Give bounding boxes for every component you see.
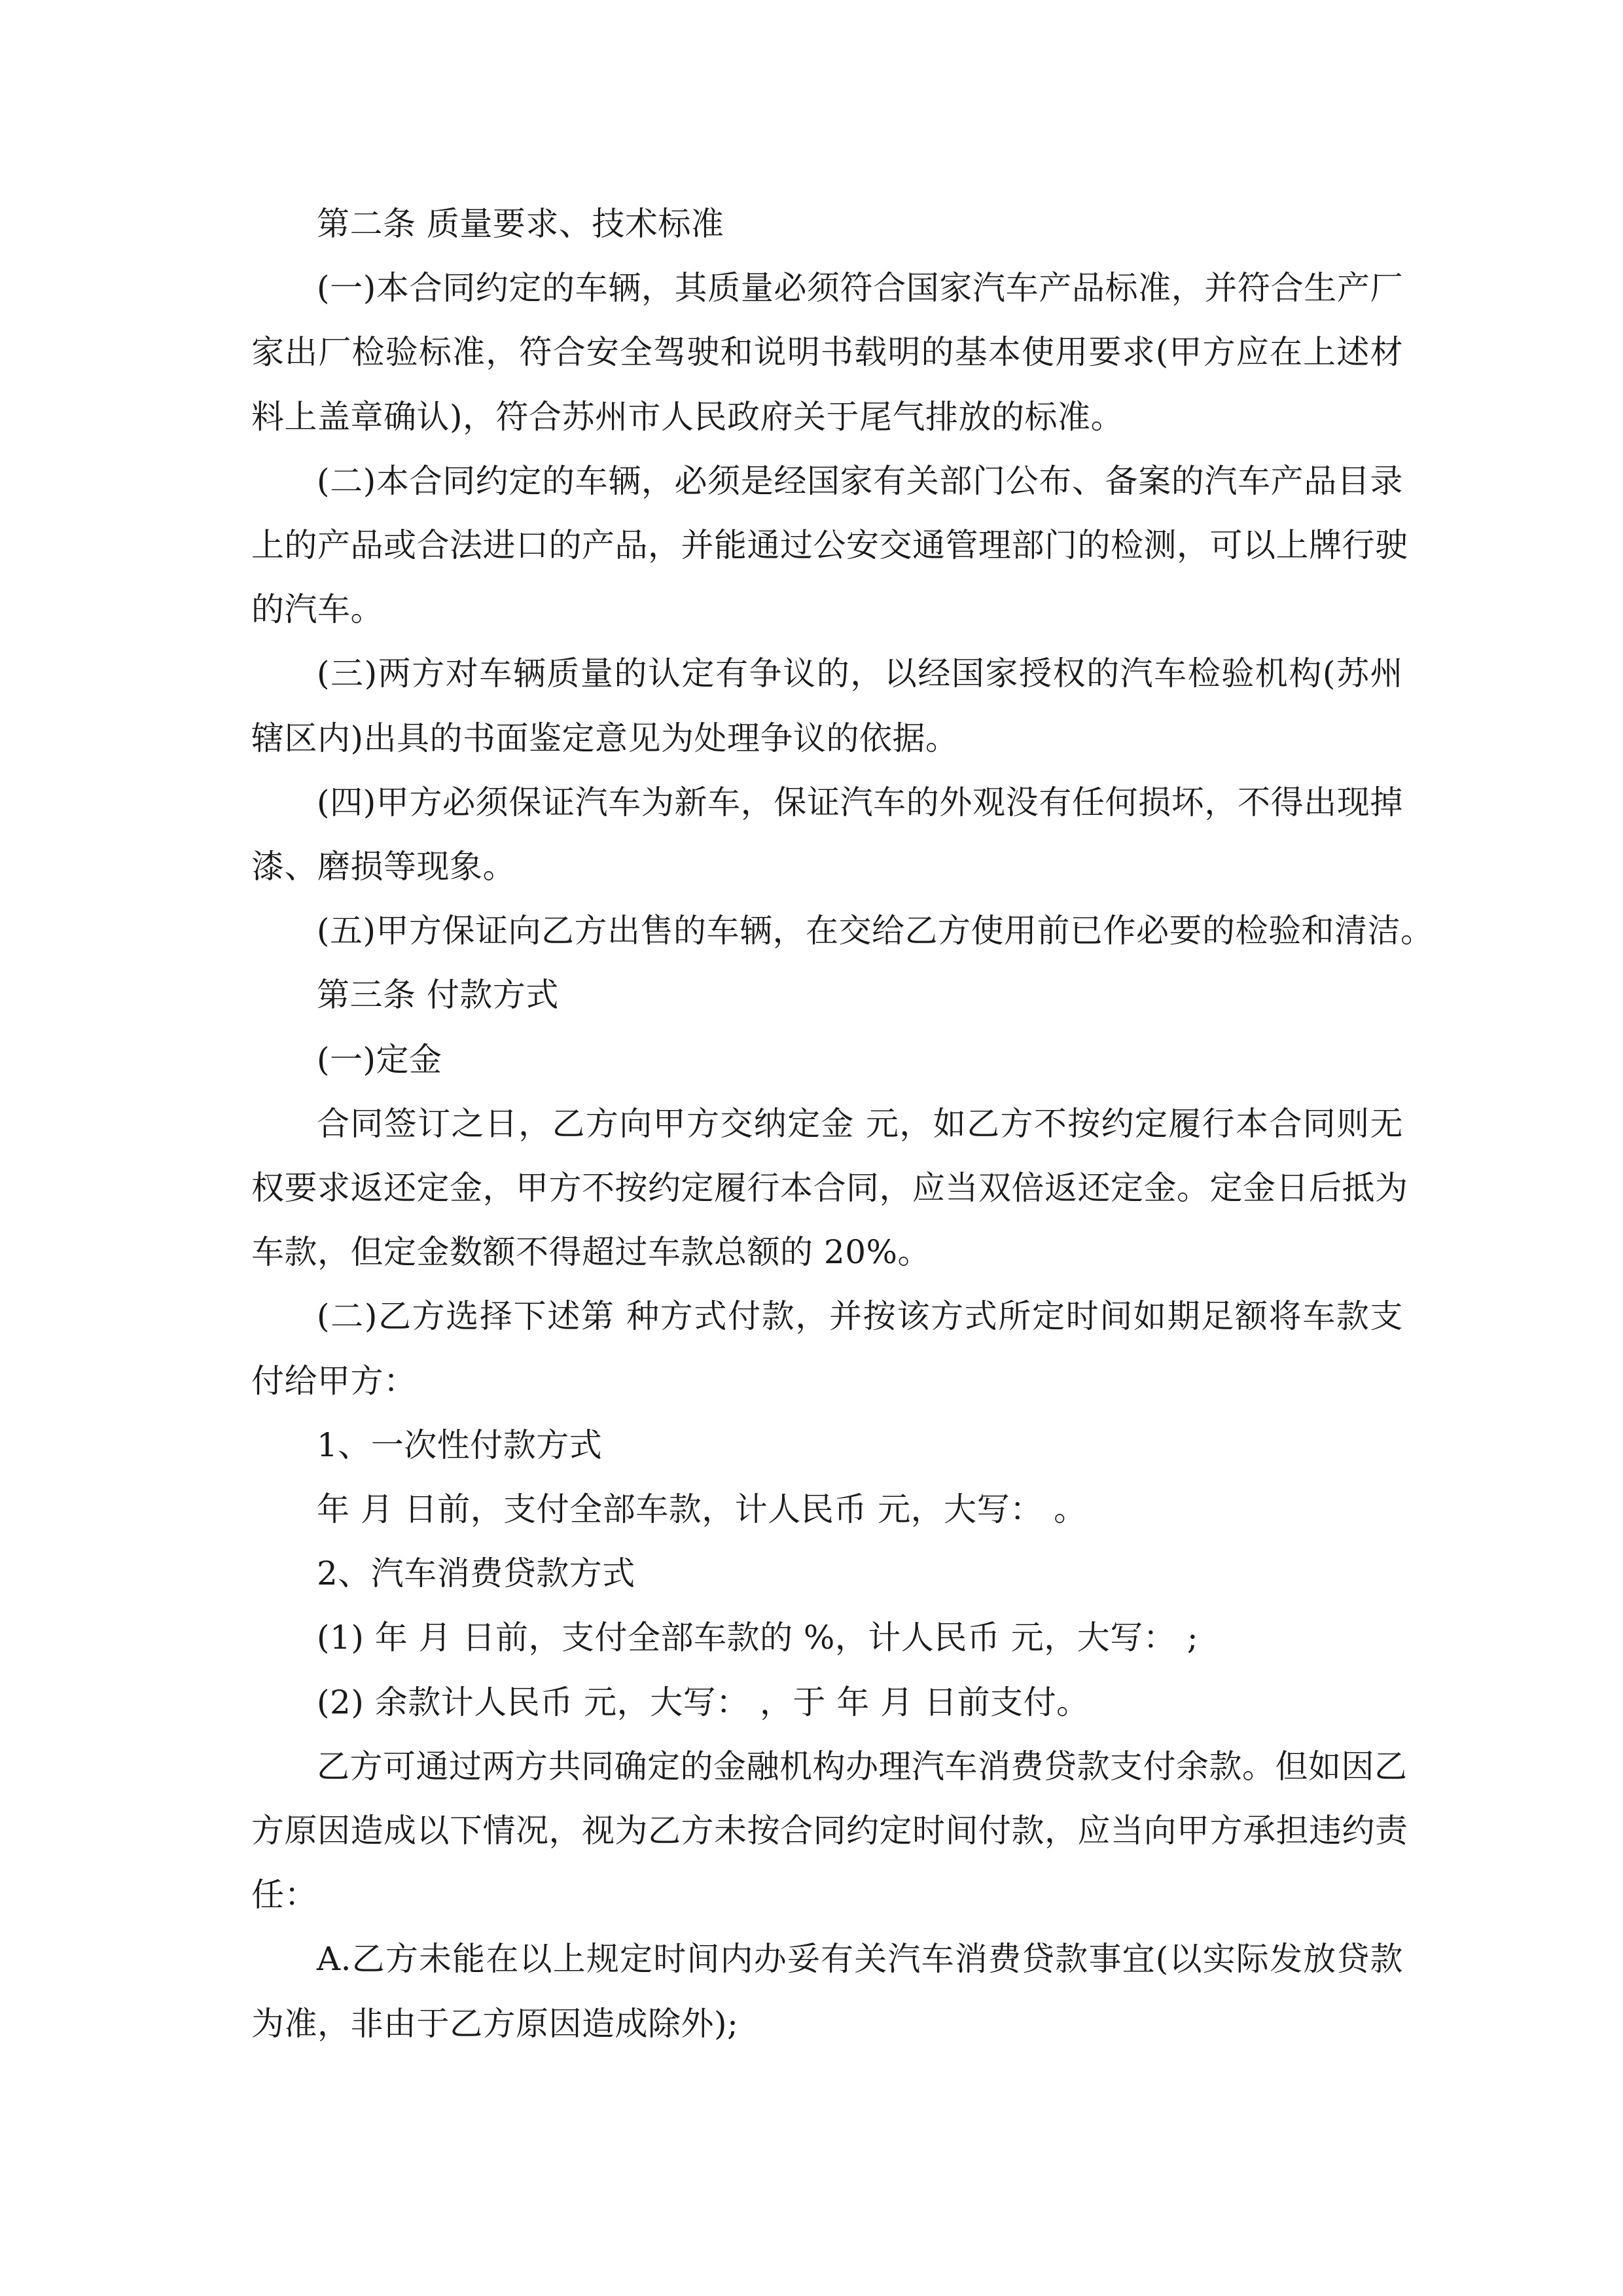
text-line: 任：: [251, 1876, 317, 1914]
text-line: (一)定金: [317, 1041, 442, 1079]
text-line: 付给甲方：: [251, 1362, 417, 1400]
text-line: 料上盖章确认)，符合苏州市人民政府关于尾气排放的标准。: [251, 398, 1124, 436]
text-line: 车款，但定金数额不得超过车款总额的 20%。: [251, 1233, 931, 1271]
text-line: (一)本合同约定的车辆，其质量必须符合国家汽车产品标准，并符合生产厂: [317, 269, 1403, 307]
text-line: 上的产品或合法进口的产品，并能通过公安交通管理部门的检测，可以上牌行驶: [251, 526, 1408, 564]
text-line: 家出厂检验标准，符合安全驾驶和说明书载明的基本使用要求(甲方应在上述材: [251, 333, 1403, 371]
text-line: 2、汽车消费贷款方式: [317, 1554, 635, 1592]
text-line: 辖区内)出具的书面鉴定意见为处理争议的依据。: [251, 719, 959, 757]
text-line: 第二条 质量要求、技术标准: [317, 205, 724, 243]
text-line: 的汽车。: [251, 590, 383, 628]
text-line: 第三条 付款方式: [317, 976, 559, 1014]
text-line: (二)乙方选择下述第 种方式付款，并按该方式所定时间如期足额将车款支: [317, 1297, 1403, 1335]
text-line: 为准，非由于乙方原因造成除外);: [251, 2005, 739, 2043]
text-line: 乙方可通过两方共同确定的金融机构办理汽车消费贷款支付余款。但如因乙: [317, 1748, 1408, 1785]
text-line: 漆、磨损等现象。: [251, 848, 516, 886]
text-line: (1) 年 月 日前，支付全部车款的 %，计人民币 元，大写： ;: [317, 1619, 1199, 1657]
text-line: 年 月 日前，支付全部车款，计人民币 元，大写： 。: [317, 1490, 1087, 1528]
text-line: 方原因造成以下情况，视为乙方未按合同约定时间付款，应当向甲方承担违约责: [251, 1812, 1408, 1850]
text-line: (2) 余款计人民币 元，大写： ，于 年 月 日前支付。: [317, 1683, 1090, 1721]
text-line: A.乙方未能在以上规定时间内办妥有关汽车消费贷款事宜(以实际发放贷款: [317, 1940, 1403, 1978]
text-line: (五)甲方保证向乙方出售的车辆，在交给乙方使用前已作必要的检验和清洁。: [317, 912, 1434, 950]
text-line: 合同签订之日，乙方向甲方交纳定金 元，如乙方不按约定履行本合同则无: [317, 1105, 1403, 1143]
text-line: (三)两方对车辆质量的认定有争议的，以经国家授权的汽车检验机构(苏州: [317, 655, 1403, 692]
text-line: 1、一次性付款方式: [317, 1426, 603, 1464]
text-line: (二)本合同约定的车辆，必须是经国家有关部门公布、备案的汽车产品目录: [317, 462, 1403, 500]
text-line: (四)甲方必须保证汽车为新车，保证汽车的外观没有任何损坏，不得出现掉: [317, 783, 1403, 821]
text-line: 权要求返还定金，甲方不按约定履行本合同，应当双倍返还定金。定金日后抵为: [251, 1169, 1408, 1207]
